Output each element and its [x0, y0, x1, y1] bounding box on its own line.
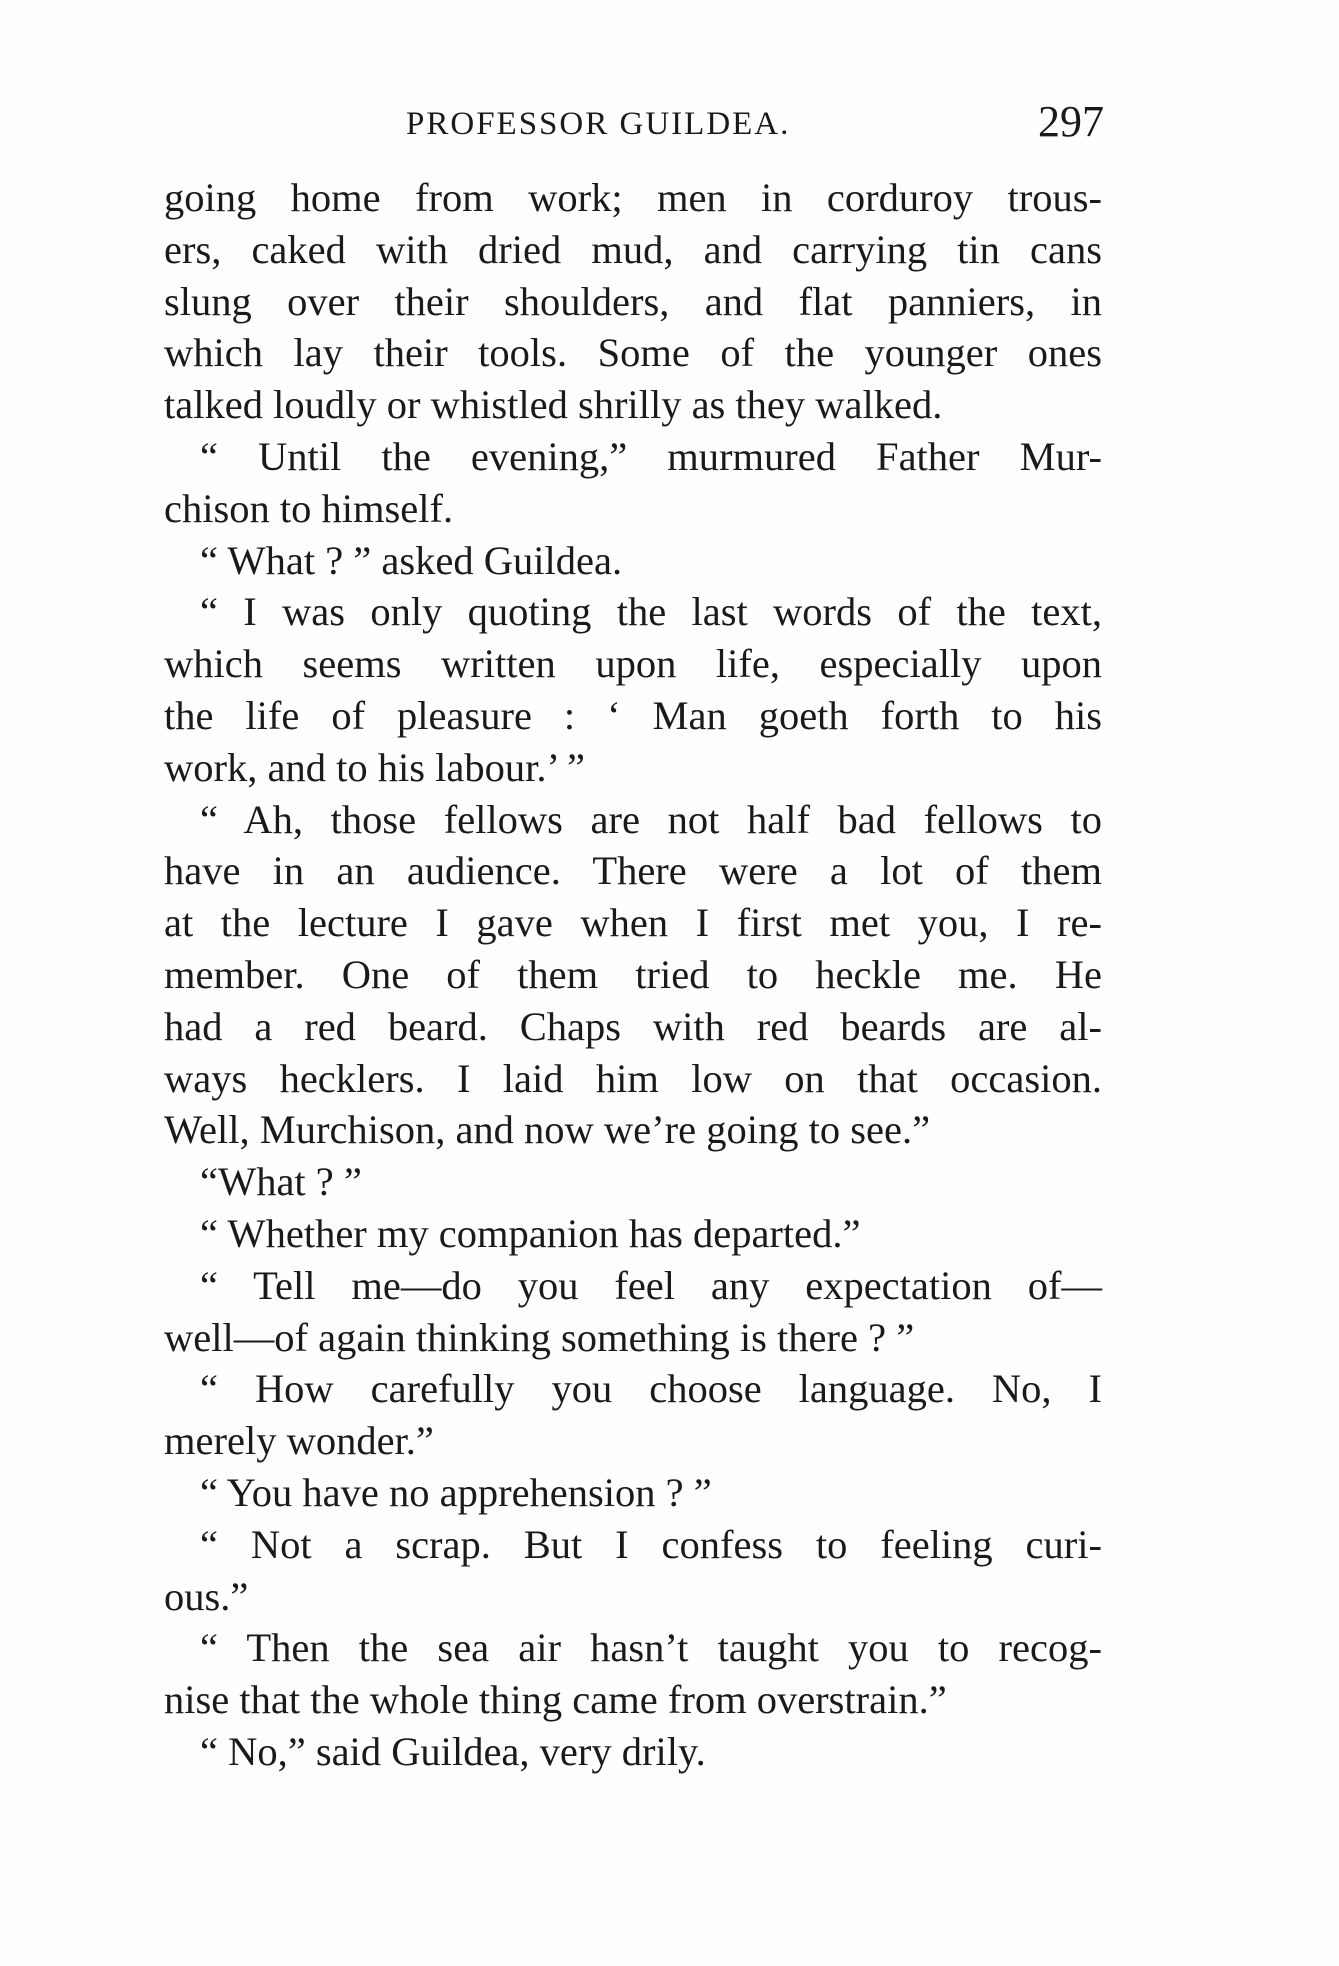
text-line: “ Whether my companion has departed.”	[200, 1210, 861, 1256]
text-line: which lay their tools. Some of the younger ones	[164, 330, 1102, 376]
text-line: “ Until the evening,” murmured Father Mur-	[200, 433, 1102, 479]
text-line: “ I was only quoting the last words of the text,	[200, 589, 1102, 635]
text-line: slung over their shoulders, and flat panniers, in	[164, 278, 1102, 324]
text-line: “ Ah, those fellows are not half bad fellows to	[200, 796, 1102, 842]
text-line: going home from work; men in corduroy trous-	[164, 175, 1102, 220]
text-line: the life of pleasure : ‘ Man goeth forth to his	[164, 692, 1102, 738]
running-head	[164, 96, 1104, 156]
text-line: nise that the whole thing came from overstrain.”	[164, 1677, 947, 1723]
text-line: work, and to his labour.’ ”	[164, 744, 586, 790]
text-line: “What ? ”	[200, 1159, 362, 1205]
text-line: merely wonder.”	[164, 1418, 434, 1464]
text-line: member. One of them tried to heckle me. He	[164, 951, 1102, 997]
text-line: “ You have no apprehension ? ”	[200, 1469, 712, 1515]
text-line: well—of again thinking something is there ? ”	[164, 1314, 915, 1360]
text-line: at the lecture I gave when I first met you, I re-	[164, 900, 1102, 946]
text-line: talked loudly or whistled shrilly as they walked.	[164, 382, 943, 428]
text-line: ous.”	[164, 1573, 249, 1619]
body-text	[164, 172, 1102, 1778]
text-line: “ Tell me—do you feel any expectation of—	[200, 1262, 1102, 1308]
text-line: ers, caked with dried mud, and carrying tin cans	[164, 226, 1102, 272]
text-line: “ Then the sea air hasn’t taught you to recog-	[200, 1625, 1102, 1671]
text-line: “ Not a scrap. But I confess to feeling curi-	[200, 1521, 1102, 1567]
text-line: ways hecklers. I laid him low on that occasion.	[164, 1055, 1102, 1101]
text-line: “ How carefully you choose language. No, I	[200, 1366, 1102, 1412]
text-line: which seems written upon life, especially upon	[164, 641, 1102, 687]
page-number: 297	[1038, 97, 1104, 146]
text-line: “ What ? ” asked Guildea.	[200, 537, 623, 583]
text-line: have in an audience. There were a lot of them	[164, 848, 1102, 894]
running-title: PROFESSOR GUILDEA.	[406, 106, 791, 142]
text-line: had a red beard. Chaps with red beards are al-	[164, 1003, 1102, 1049]
text-line: “ No,” said Guildea, very drily.	[200, 1728, 706, 1774]
text-line: Well, Murchison, and now we’re going to see.”	[164, 1107, 931, 1153]
text-line: chison to himself.	[164, 485, 454, 531]
